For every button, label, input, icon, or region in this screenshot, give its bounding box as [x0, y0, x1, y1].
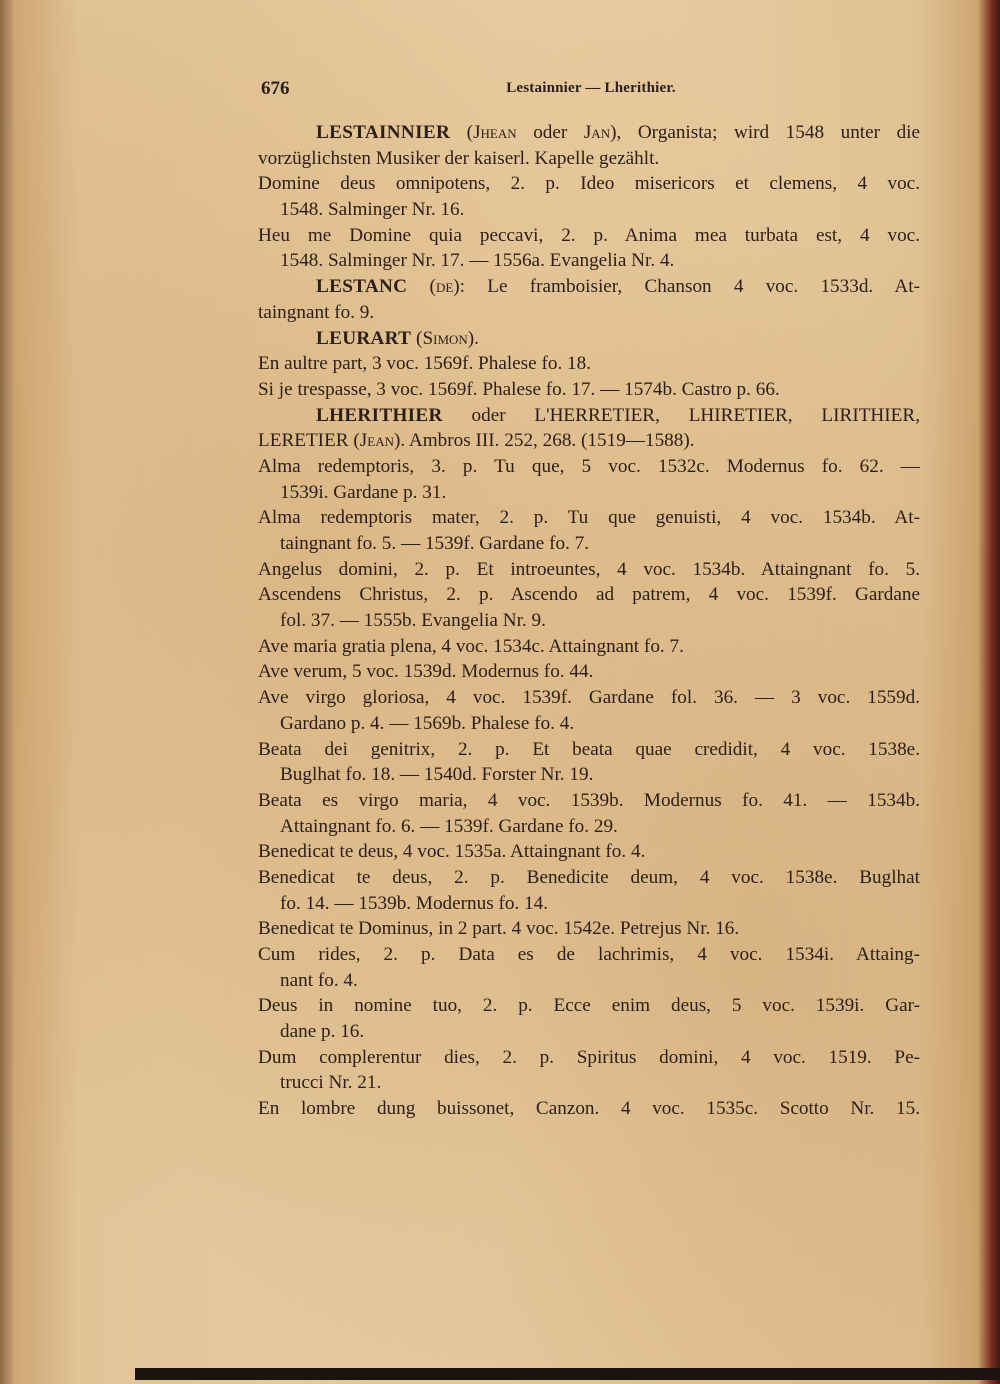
text-segment: trucci Nr. 21. [280, 1072, 382, 1094]
text-segment: ( [450, 122, 474, 143]
text-segment: LERETIER ( [258, 430, 360, 452]
text-line [258, 865, 920, 891]
text-segment: 1548. Salminger Nr. 17. — 1556a. Evangelia Nr. 4. [280, 250, 675, 272]
page-header [261, 78, 921, 102]
text-line [258, 1019, 920, 1045]
page-bottom-edge [135, 1368, 1000, 1380]
text-segment: Si je trespasse, 3 voc. 1569f. Phalese fo. 17. — 1574b. Castro p. 66. [258, 378, 780, 400]
entry-heading: LHERITHIER [316, 404, 443, 426]
text-segment: oder [516, 122, 584, 143]
text-line [258, 557, 920, 583]
text-segment: taingnant fo. 5. — 1539f. Gardane fo. 7. [280, 533, 590, 554]
text-line [258, 1045, 920, 1071]
text-line [258, 428, 920, 454]
text-segment: Ave virgo gloriosa, 4 voc. 1539f. Gardane fol. 36. — 3 voc. 1559d. [258, 687, 920, 709]
text-line [258, 737, 920, 763]
text-segment: Beata es virgo maria, 4 voc. 1539b. Modernus fo. 41. — 1534b. [258, 789, 920, 811]
text-segment: Simon [422, 327, 468, 349]
text-line [258, 659, 920, 685]
text-line [258, 1096, 920, 1122]
text-line [258, 891, 920, 917]
text-line [258, 326, 920, 352]
text-line [258, 608, 920, 634]
text-segment: Deus in nomine tuo, 2. p. Ecce enim deus, 5 voc. 1539i. Gar- [258, 995, 920, 1017]
text-segment: Buglhat fo. 18. — 1540d. Forster Nr. 19. [280, 764, 594, 786]
text-line [258, 300, 920, 326]
text-segment: fol. 37. — 1555b. Evangelia Nr. 9. [280, 610, 546, 632]
text-segment: Ave verum, 5 voc. 1539d. Modernus fo. 44. [258, 661, 594, 683]
text-segment: 1539i. Gardane p. 31. [280, 481, 447, 503]
page-number: 676 [261, 78, 290, 99]
text-segment: En aultre part, 3 voc. 1569f. Phalese fo. 18. [258, 353, 592, 375]
entry-heading: LESTANC [316, 276, 408, 298]
text-segment: ): Le framboisier, Chanson 4 voc. 1533d. At- [453, 276, 920, 298]
catalog-entries [258, 120, 920, 1122]
text-segment: ). [467, 327, 479, 349]
text-line [258, 223, 920, 249]
text-line [258, 993, 920, 1019]
text-line [258, 480, 920, 506]
text-line [258, 762, 920, 788]
text-line [258, 942, 920, 968]
text-line [258, 1070, 920, 1096]
text-segment: de [435, 276, 454, 298]
text-segment: ), Organista; wird 1548 unter die [610, 122, 920, 143]
text-line [258, 351, 920, 377]
text-line [258, 377, 920, 403]
text-segment: Alma redemptoris mater, 2. p. Tu que genuisti, 4 voc. 1534b. At- [258, 507, 920, 529]
text-segment: Beata dei genitrix, 2. p. Et beata quae credidit, 4 voc. 1538e. [258, 738, 920, 760]
text-line [258, 711, 920, 737]
text-line [258, 248, 920, 274]
text-line [258, 814, 920, 840]
text-line [258, 120, 920, 146]
entry-heading: LESTAINNIER [316, 122, 451, 143]
text-segment: Jean [359, 430, 394, 452]
text-segment: En lombre dung buissonet, Canzon. 4 voc. 1535c. Scotto Nr. 15. [258, 1098, 920, 1120]
text-line [258, 454, 920, 480]
text-segment: Benedicat te Dominus, in 2 part. 4 voc. 1542e. Petrejus Nr. 16. [258, 918, 740, 940]
text-line [258, 685, 920, 711]
text-segment: nant fo. 4. [280, 969, 358, 991]
text-segment: Dum complerentur dies, 2. p. Spiritus domini, 4 voc. 1519. Pe- [258, 1046, 920, 1068]
text-segment: vorzüglichsten Musiker der kaiserl. Kapelle gezählt. [258, 147, 660, 169]
text-line [258, 839, 920, 865]
text-segment: Domine deus omnipotens, 2. p. Ideo misericors et clemens, 4 voc. [258, 173, 920, 195]
text-line [258, 274, 920, 300]
page-left-edge [0, 0, 14, 1384]
running-title: Lestainnier — Lherithier. [506, 80, 676, 96]
text-segment: Gardano p. 4. — 1569b. Phalese fo. 4. [280, 712, 575, 734]
text-segment: 1548. Salminger Nr. 16. [280, 199, 465, 221]
text-line [258, 171, 920, 197]
text-segment: Benedicat te deus, 2. p. Benedicite deum, 4 voc. 1538e. Buglhat [258, 866, 920, 888]
text-segment: Heu me Domine quia peccavi, 2. p. Anima mea turbata est, 4 voc. [258, 224, 920, 246]
text-segment: Alma redemptoris, 3. p. Tu que, 5 voc. 1532c. Modernus fo. 62. — [258, 455, 920, 477]
text-line [258, 788, 920, 814]
text-segment: Ave maria gratia plena, 4 voc. 1534c. Attaingnant fo. 7. [258, 635, 684, 657]
text-segment: Ascendens Christus, 2. p. Ascendo ad patrem, 4 voc. 1539f. Gardane [258, 584, 920, 606]
text-segment: ( [411, 327, 423, 349]
text-line [258, 634, 920, 660]
text-line [258, 916, 920, 942]
text-line [258, 403, 920, 429]
entry-heading: LEURART [316, 327, 412, 349]
text-line [258, 197, 920, 223]
text-segment: taingnant fo. 9. [258, 301, 375, 323]
text-segment: oder L'HERRETIER, LHIRETIER, LIRITHIER, [442, 404, 920, 426]
text-segment: Jan [583, 122, 611, 143]
text-segment: ). Ambros III. 252, 268. (1519—1588). [393, 430, 695, 452]
text-line [258, 146, 920, 172]
text-line [258, 582, 920, 608]
text-line [258, 531, 920, 557]
page-right-edge [978, 0, 1000, 1384]
text-line [258, 968, 920, 994]
text-segment: Benedicat te deus, 4 voc. 1535a. Attaingnant fo. 4. [258, 841, 646, 863]
text-segment: Attaingnant fo. 6. — 1539f. Gardane fo. 29. [280, 815, 618, 837]
text-segment: Jhean [473, 122, 517, 143]
text-segment: ( [407, 276, 436, 298]
text-segment: fo. 14. — 1539b. Modernus fo. 14. [280, 892, 549, 914]
text-segment: Angelus domini, 2. p. Et introeuntes, 4 voc. 1534b. Attaingnant fo. 5. [258, 558, 920, 580]
text-segment: dane p. 16. [280, 1021, 365, 1043]
text-segment: Cum rides, 2. p. Data es de lachrimis, 4 voc. 1534i. Attaing- [258, 944, 920, 965]
text-line [258, 505, 920, 531]
